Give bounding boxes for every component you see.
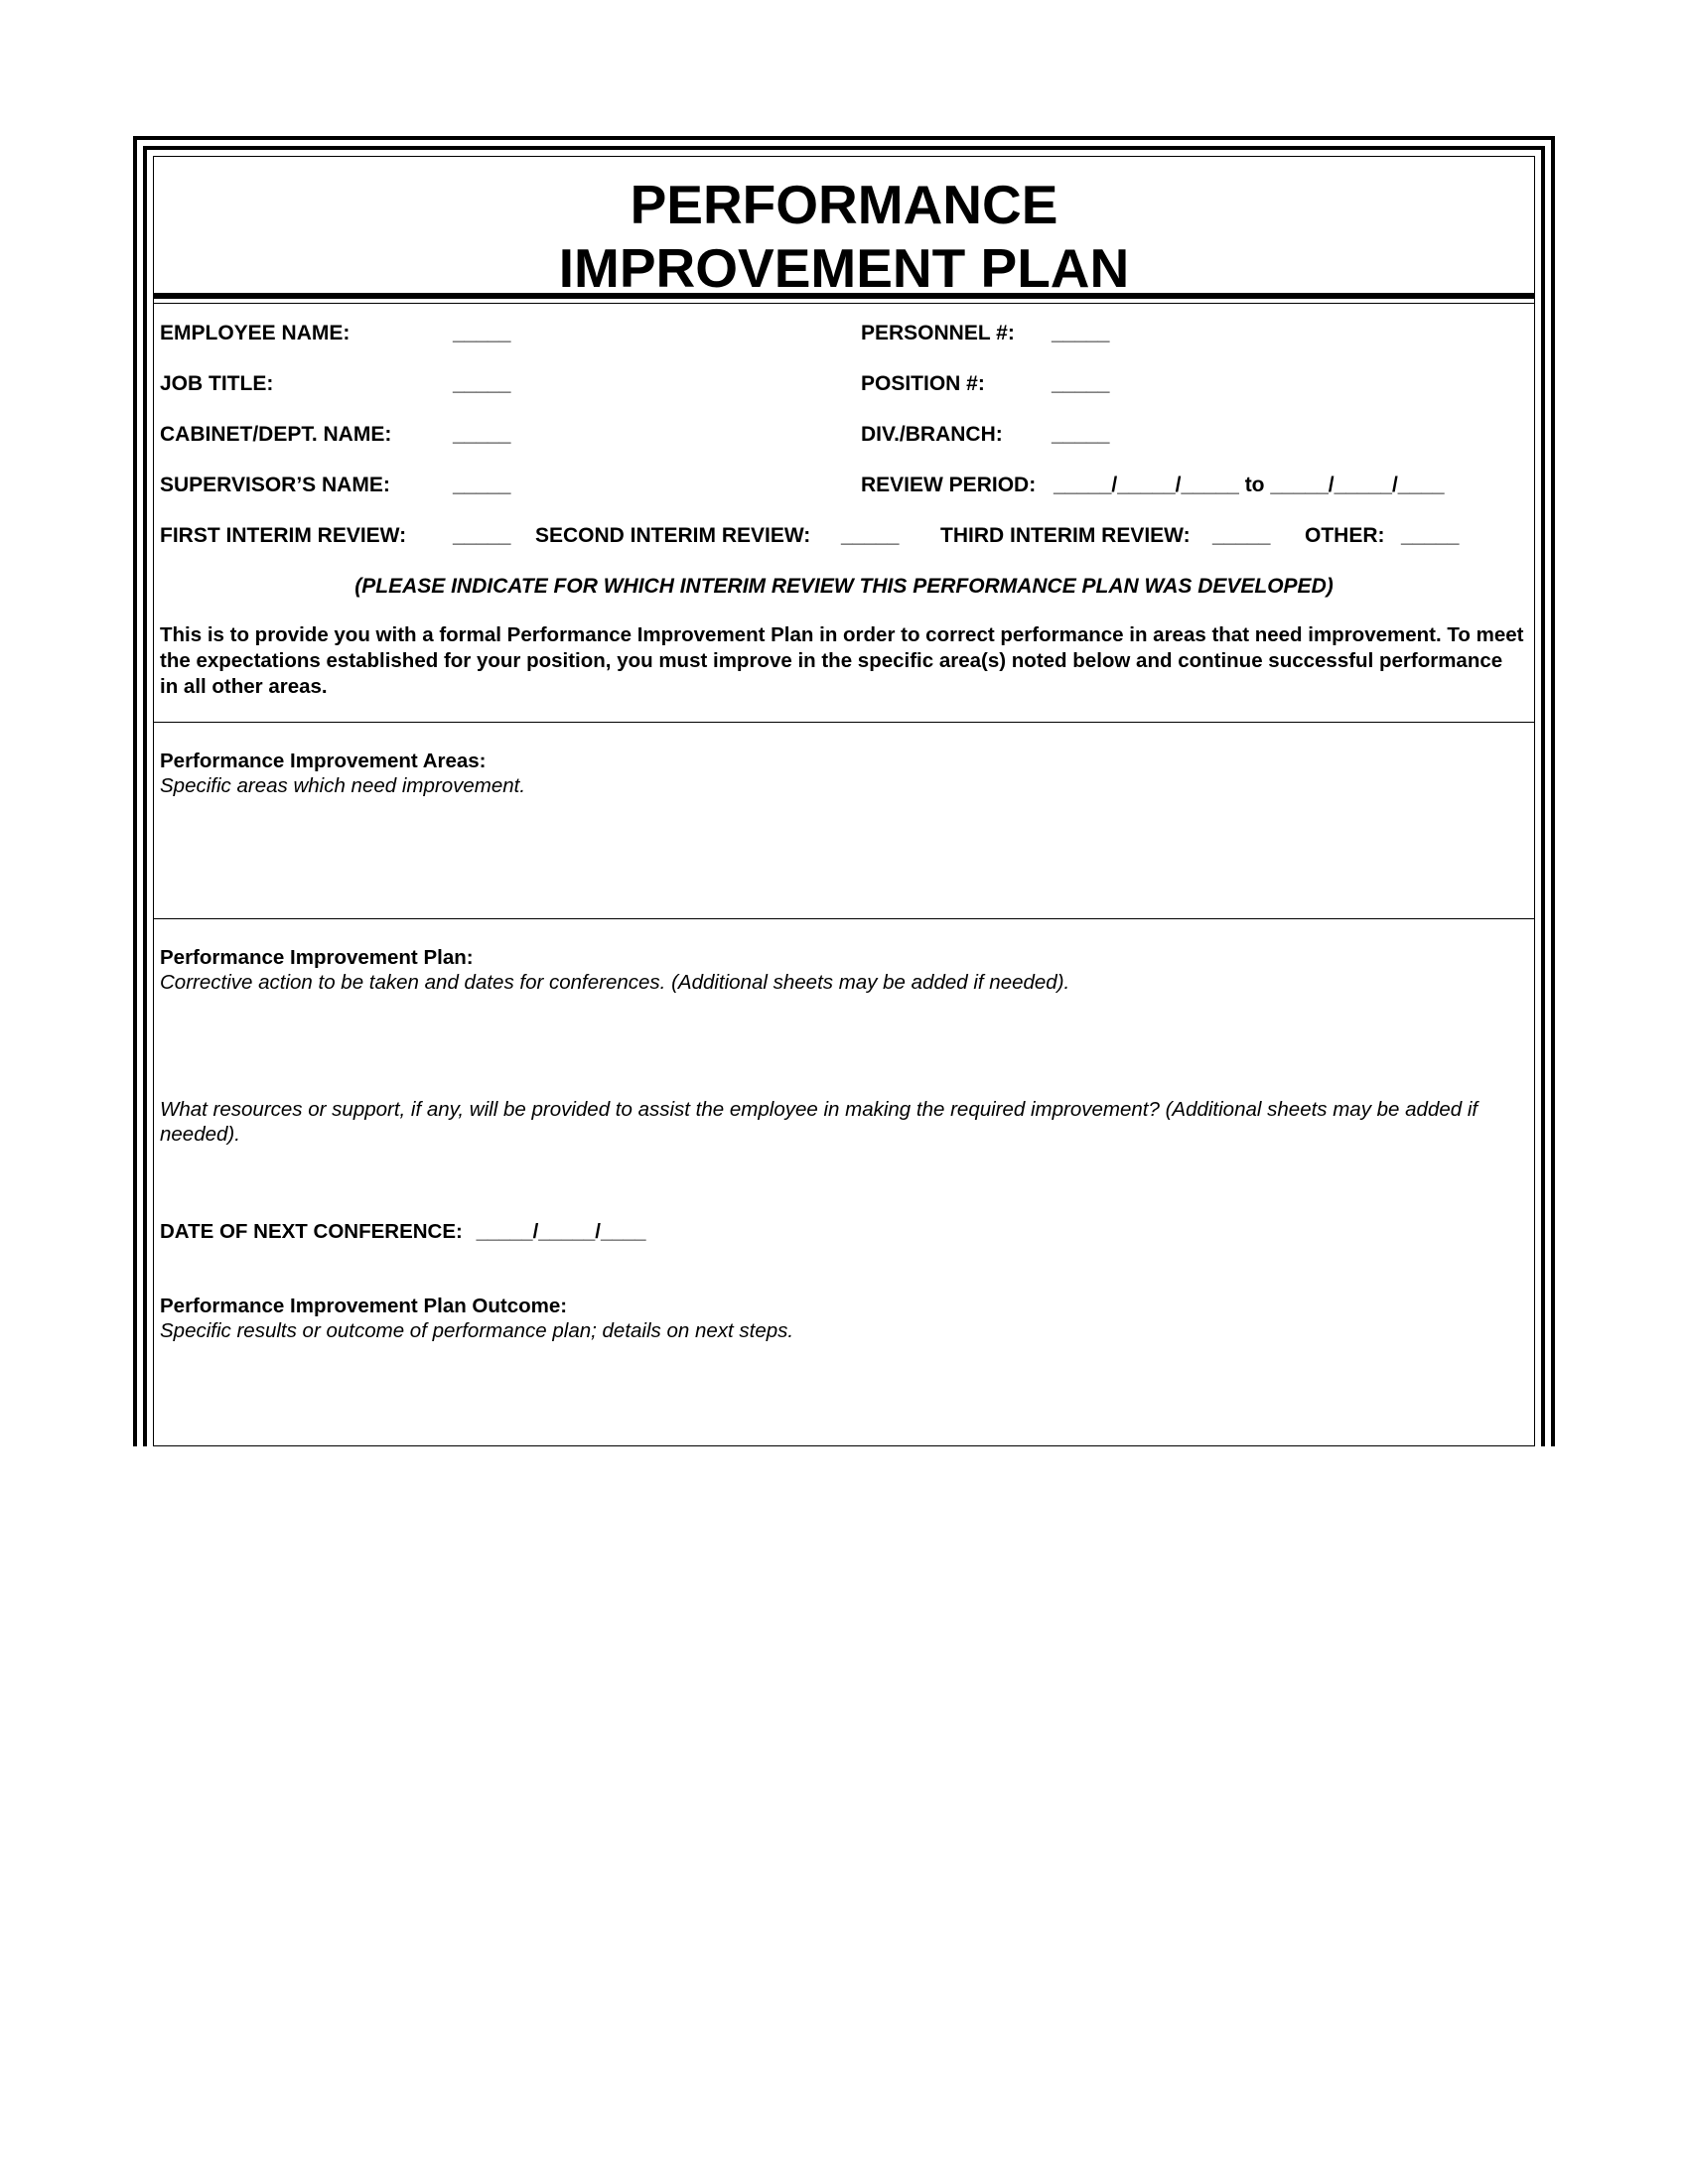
improvement-plan-heading: Performance Improvement Plan: [160,946,474,969]
first-interim-field[interactable]: _____ [453,524,511,547]
third-interim-label: THIRD INTERIM REVIEW: [940,524,1191,547]
form-frame [133,136,1555,1446]
form-body [153,156,1535,1446]
page-title-line2: IMPROVEMENT PLAN [558,237,1130,299]
field-row [160,423,1534,474]
third-interim-field[interactable]: _____ [1212,524,1271,547]
intro-paragraph: This is to provide you with a formal Performance Improvement Plan in order to correct performance in areas that need improvement. To meet the expectations established for your position, you must improve in the specific area(s) noted below and continue successful performance in all other areas. [160,623,1524,698]
job-title-label: JOB TITLE: [160,372,274,395]
page-title-line1: PERFORMANCE [630,174,1058,235]
improvement-areas-section [154,722,1534,918]
resources-question: What resources or support, if any, will be provided to assist the employee in making the required improvement? (Additional sheets may be added if needed). [160,1098,1478,1146]
second-interim-label: SECOND INTERIM REVIEW: [535,524,811,547]
cabinet-dept-field[interactable]: _____ [453,423,511,446]
other-field[interactable]: _____ [1401,524,1460,547]
position-no-label: POSITION #: [861,372,985,395]
review-period-field[interactable]: _____/_____/_____ to _____/_____/____ [1054,474,1445,496]
review-period-label: REVIEW PERIOD: [861,474,1037,496]
employee-name-label: EMPLOYEE NAME: [160,322,351,344]
field-row [160,322,1534,372]
improvement-plan-desc: Corrective action to be taken and dates for conferences. (Additional sheets may be added if needed). [160,971,1070,994]
improvement-areas-heading: Performance Improvement Areas: [160,750,487,772]
employee-fields [154,304,1534,575]
next-conference-label: DATE OF NEXT CONFERENCE: [160,1220,463,1243]
next-conference-field[interactable]: _____/_____/____ [476,1220,646,1243]
personnel-no-label: PERSONNEL #: [861,322,1015,344]
job-title-field[interactable]: _____ [453,372,511,395]
improvement-plan-section [154,918,1534,1432]
div-branch-field[interactable]: _____ [1052,423,1110,446]
field-row [160,524,1534,575]
first-interim-label: FIRST INTERIM REVIEW: [160,524,407,547]
cabinet-dept-label: CABINET/DEPT. NAME: [160,423,392,446]
employee-name-field[interactable]: _____ [453,322,511,344]
plan-outcome-heading: Performance Improvement Plan Outcome: [160,1295,568,1317]
personnel-no-field[interactable]: _____ [1052,322,1110,344]
second-interim-field[interactable]: _____ [841,524,900,547]
field-row [160,474,1534,524]
field-row [160,372,1534,423]
interim-note: (PLEASE INDICATE FOR WHICH INTERIM REVIEW THIS PERFORMANCE PLAN WAS DEVELOPED) [354,575,1334,598]
div-branch-label: DIV./BRANCH: [861,423,1003,446]
supervisor-name-label: SUPERVISOR’S NAME: [160,474,390,496]
other-label: OTHER: [1305,524,1385,547]
next-conference-row [160,1219,1524,1244]
supervisor-name-field[interactable]: _____ [453,474,511,496]
position-no-field[interactable]: _____ [1052,372,1110,395]
title-block [154,157,1534,299]
improvement-areas-desc: Specific areas which need improvement. [160,774,526,797]
plan-outcome-desc: Specific results or outcome of performance plan; details on next steps. [160,1319,794,1342]
